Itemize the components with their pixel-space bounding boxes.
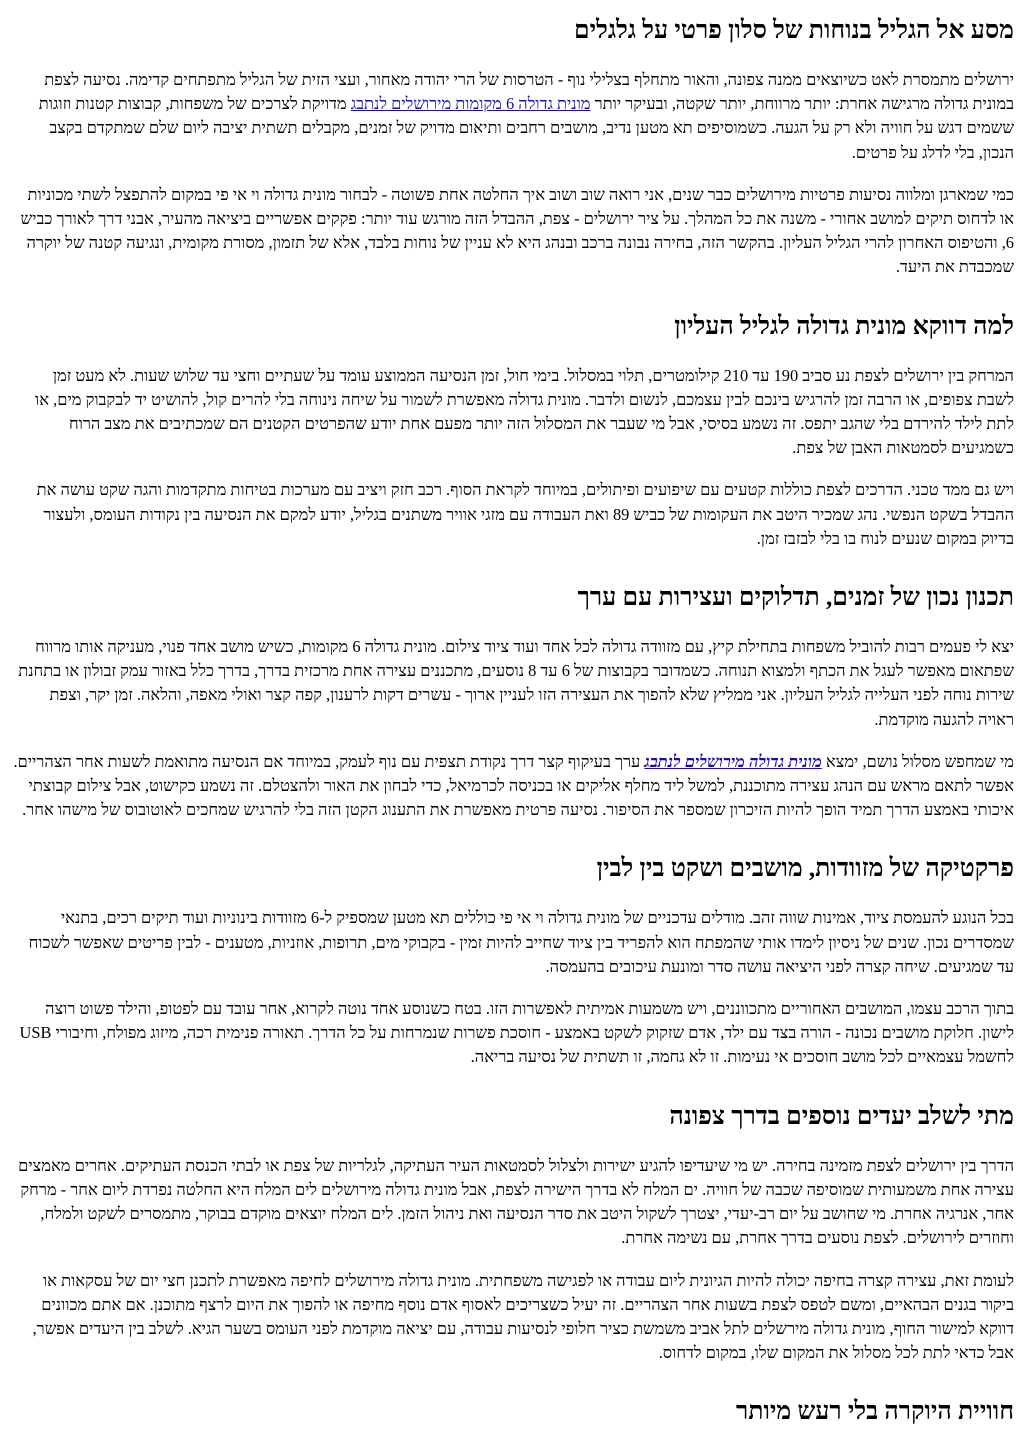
text-span: מדויקת לצרכים של משפחות, קבוצות קטנות וזוגות ששמים דגש על חוויה ולא רק על הגעה. כשמוסיפים תא מטען נדיב, מושבים רחבים ותיאום מדויק של זמנים, מקבלים תשתית יציבה ליום שלם שמתקדם בקצב הנכון, בלי לדלג על פרטים. [38,94,1014,162]
paragraph: הדרך בין ירושלים לצפת מזמינה בחירה. יש מי שיעדיפו להגיע ישירות ולצלול לסמטאות העיר העתיקה, לגלריות של צפת או לבתי הכנסת העתיקים. אחרים מאמצים עצירה אחת משמעותית שמוסיפה שכבה של חוויה. ים המלח לא בדרך הישירה לצפת, אבל מונית גדולה מירושלים לים המלח היא החלטה נפרדת ליום אחר - מרחק אחר, אנרגיה אחרת. מי שחושב על יום רב-יעדי, יצטרך לשקול היטב את סדר הנסיעה ואת ניהול הזמן. לים המלח יוצאים מוקדם בבוקר, מתמסרים לשקט ולמלח, וחוזרים לירושלים. לצפת נוסעים בדרך אחרת, עם נשימה אחרת. [18,1155,1014,1248]
paragraph [12,750,1014,823]
paragraph: בכל הנוגע להעמסת ציוד, אמינות שווה זהב. מודלים עדכניים של מונית גדולה וי אי פי כוללים תא מטען שמספיק ל-6 מזוודות בינוניות ועוד תיקים רכים, בתנאי שמסדרים נכון. שנים של ניסיון לימדו אותי שהמפתח הוא להפריד בין ציוד שחייב להיות זמין - בקבוקי מים, תרופות, אוזניות, מטענים - לבין פריטים שאפשר לשכוח עד שמגיעים. שיחה קצרה לפני היציאה עושה סדר ומונעת עיכובים בהעמסה. [28,908,1014,976]
paragraph: ויש גם ממד טכני. הדרכים לצפת כוללות קטעים עם שיפועים ופיתולים, במיוחד לקראת הסוף. רכב חזק ויציב עם מערכות בטיחות מתקדמות והגה שקט עושה את ההבדל בשקט הנפשי. נהג שמכיר היטב את העקומות של כביש 89 ואת העבודה עם מזגי אוויר משתנים בגליל, יודע למקם את הנסיעה בין נקודות העומס, ולעצור בדיוק במקום שנעים לנוח בו בלי לבזבז זמן. [36,480,1014,548]
section-heading: תכנון נכון של זמנים, תדלוקים ועצירות עם ערך [577,584,1014,612]
section-heading: חוויית היוקרה בלי רעש מיותר [735,1398,1014,1426]
paragraph: המרחק בין ירושלים לצפת נע סביב 190 עד 210 קילומטרים, תלוי במסלול. בימי חול, זמן הנסיעה הממוצע עומד על שעתיים וחצי עד שלוש שעות. לא מעט זמן לשבת צפופים, או הרבה זמן להרגיש בינכם לבין עצמכם, לנשום ולדבר. מונית גדולה מאפשרת לשמור על שיחה נינוחה בלי להרים קול, להושיט יד לבקבוק מים, או לתת לילד להירדם בלי שהגב יתפס. זה נשמע בסיסי, אבל מי שעבר את המסלול הזה יותר מפעם אחת יודע שהפרטים הקטנים הם שמכתיבים את מצב הרוח כשמגיעים לסמטאות האבן של צפת. [35,365,1014,458]
paragraph [12,68,1014,165]
text-span: ערך בעיקוף קצר דרך נקודת תצפית עם נוף לעמק, במיוחד אם הנסיעה מתואמת לשעות אחר הצהריים. אפשר לתאם מראש עם הנהג עצירה מתוכננת, למשל ליד מחלף אליקים או בכניסה לכרמיאל, כדי לבחון את האור ולהצטלם. זה נשמע כקישוט, אבל צילום קבוצתי איכותי באמצע הדרך תמיד הופך להיות הזיכרון שמספר את הסיפור. נסיעה פרטית מאפשרת את התענוג הקטן הזה בלי להרגיש שמחכים לאוטובוס של מישהו אחר. [13,751,1014,820]
paragraph: בתוך הרכב עצמו, המושבים האחוריים מתכווננים, ויש משמעות אמיתית לאפשרות הזו. בטח כשנוסע אחד נוטה לקרוא, אחר עובד עם לפטופ, והילד פשוט רוצה לישון. חלוקת מושבים נכונה - הורה בצד עם ילד, אדם שזקוק לשקט באמצע - חוסכת פשרות שנמרחות על כל הדרך. תאורה פנימית רכה, מיזוג מפולח, וחיבורי USB לחשמל עצמאיים לכל מושב חוסכים אי נעימות. זו לא גחמה, זו תשתית של נסיעה בריאה. [19,999,1014,1067]
link-large-taxi-jerusalem-airport[interactable]: מונית גדולה 6 מקומות מירושלים לנתבג [350,94,591,114]
paragraph: יצא לי פעמים רבות להוביל משפחות בתחילת קיץ, עם מזוודה גדולה לכל אחד ועוד ציוד צילום. מונית גדולה 6 מקומות, כשיש מושב אחד פנוי, מעניקה אותו מרווח שפתאום מאפשר לעגל את הכתף ולמצוא תנוחה. כשמדובר בקבוצות של 6 עד 8 נוסעים, מתכננים עצירה אחת מרכזית בדרך, בדרך כלל באזור עמק זבולון או בתחנת שירות נוחה לפני העלייה לגליל העליון. אני ממליץ שלא להפוך את העצירה הזו לעניין ארוך - עשרים דקות לרענון, קפה קצר ואולי מאפה, והלאה. זמן יקר, וצפת ראויה להגעה מוקדמת. [18,637,1014,729]
paragraph: כמי שמארגן ומלווה נסיעות פרטיות מירושלים כבר שנים, אני רואה שוב ושוב איך החלטה אחת פשוטה - לבחור מונית גדולה וי אי פי במקום להתפצל לשתי מכוניות או לדחוס תיקים למושב אחורי - משנה את כל המהלך. על ציר ירושלים - צפת, ההבדל הזה מורגש עוד יותר: פקקים אפשריים ביציאה מהעיר, אבני דרך לאורך כביש 6, והטיפוס האחרון להרי הגליל העליון. בהקשר הזה, בחירה נבונה ברכב ובנהג היא לא עניין של נוחות בלבד, אלא של תזמון, מסורת מקומית, ונגיעה קטנה של יוקרה שמכבדת את היעד. [20,184,1014,277]
section-heading: מתי לשלב יעדים נוספים בדרך צפונה [669,1102,1014,1130]
section-heading: פרקטיקה של מזוודות, מושבים ושקט בין לבין [596,855,1014,883]
link-large-taxi-airport[interactable]: מונית גדולה מירושלים לנתבג [644,751,822,771]
section-heading: למה דווקא מונית גדולה לגליל העליון [674,312,1014,340]
text-span: ירושלים מתמסרת לאט כשיוצאים ממנה צפונה, והאור מתחלף בצלילי נוף - הטרסות של הרי יהודה מאחור, ועצי הזית של הגליל מתפתחים קדימה. נסיעה לצפת במונית גדולה מרגישה אחרת: יותר מרווחת, יותר שקטה, ובעיקר יותר [44,70,1014,114]
section-heading: מסע אל הגליל בנוחות של סלון פרטי על גלגלים [573,17,1014,44]
text-span: מי שמחפש מסלול נושם, ימצא [821,751,1014,771]
paragraph: לעומת זאת, עצירה קצרה בחיפה יכולה להיות הגיונית ליום עבודה או לפגישה משפחתית. מונית גדולה מירושלים לחיפה מאפשרת לתכנן חצי יום של עסקאות או ביקור בגנים הבהאיים, ומשם לטפס לצפת בשעות אחר הצהריים. זה יעיל כשצריכים לאסוף אדם נוסף מחיפה או להפוך את היום לרצף מתוכנן. אם אתם מכוונים דווקא למישור החוף, מונית גדולה מירשלים לתל אביב משמשת כציר חלופי לנסיעות עבודה, עם יציאה מוקדמת לפני העומס בשער הגיא. לשלב בין היעדים אפשר, אבל כדאי לתת לכל מסלול את המקום שלו, במקום לדחוס. [32,1270,1014,1363]
